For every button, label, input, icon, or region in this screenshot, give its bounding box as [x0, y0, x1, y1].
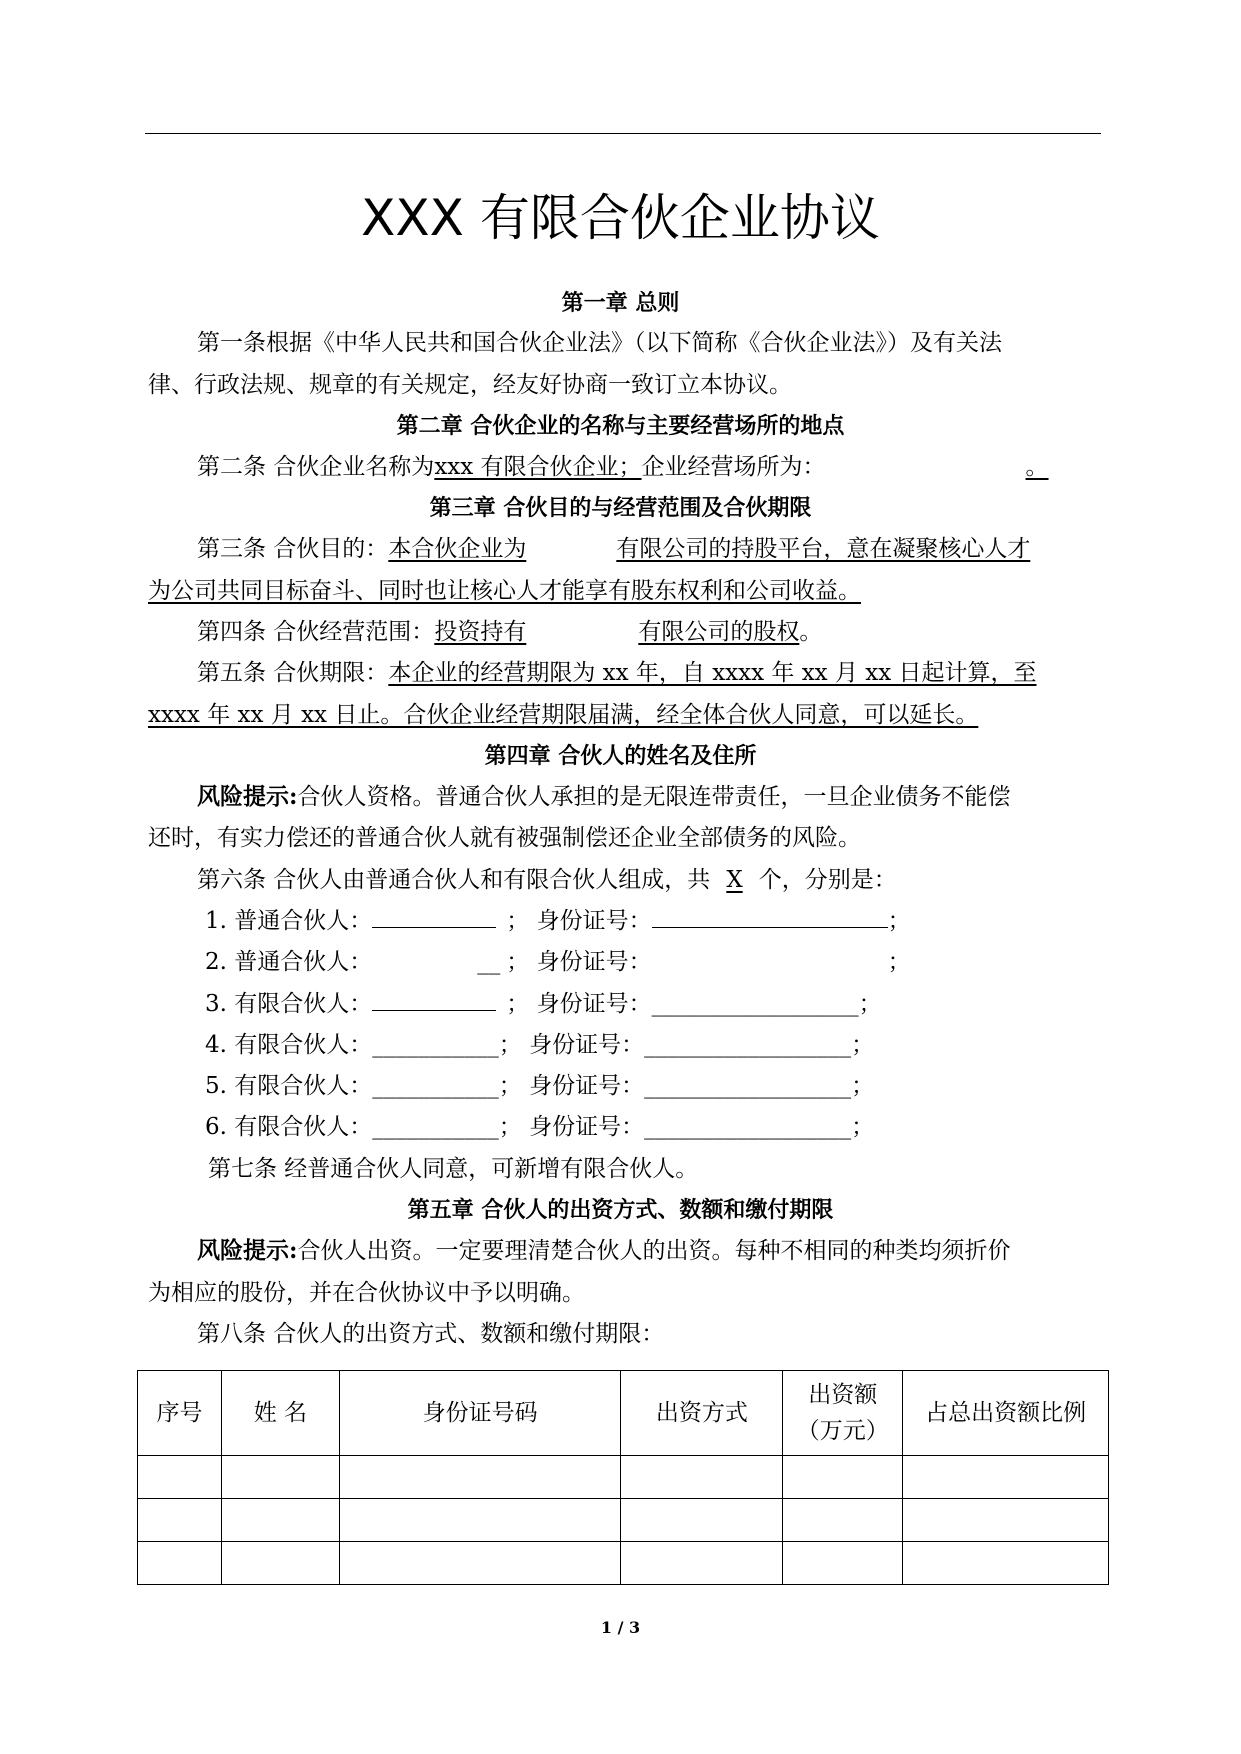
risk-notice-2-line-1: 风险提示:合伙人出资。一定要理清楚合伙人的出资。每种不相同的种类均须折价 [197, 1237, 1011, 1264]
table-cell[interactable] [138, 1456, 222, 1499]
article-8: 第八条 合伙人的出资方式、数额和缴付期限： [197, 1321, 665, 1347]
article-3-prefix: 第三条 合伙目的： [197, 536, 389, 562]
article-5-line-1 [197, 657, 1037, 689]
article-3-line-2: 为公司共同目标奋斗、同时也让核心人才能享有股东权利和公司收益。 [148, 578, 861, 604]
table-cell[interactable] [621, 1542, 783, 1585]
article-2-prefix: 第二条 合伙企业名称为 [197, 454, 435, 480]
risk-notice-label: 风险提示: [197, 1237, 298, 1264]
chapter-4-heading: 第四章 合伙人的姓名及住所 [484, 743, 757, 769]
table-cell[interactable] [138, 1542, 222, 1585]
partner-row-1: 1. 普通合伙人： ； 身份证号： ； [205, 905, 911, 937]
chapter-2-heading: 第二章 合伙企业的名称与主要经营场所的地点 [396, 413, 845, 439]
partner-row-6: 6. 有限合伙人：___________； 身份证号：__________________； [205, 1114, 875, 1140]
partner-row-4: 4. 有限合伙人：___________； 身份证号：__________________； [205, 1032, 875, 1058]
table-cell[interactable] [221, 1542, 339, 1585]
table-cell[interactable] [621, 1499, 783, 1542]
article-1-line-2: 律、行政法规、规章的有关规定，经友好协商一致订立本协议。 [148, 372, 792, 398]
table-cell[interactable] [339, 1499, 621, 1542]
article-2-mid: 企业经营场所为： [641, 454, 826, 480]
article-4-scope: 投资持有 有限公司的股权 [434, 619, 800, 645]
table-cell[interactable] [221, 1499, 339, 1542]
table-cell[interactable] [339, 1456, 621, 1499]
article-5-term: 本企业的经营期限为 xx 年，自 xxxx 年 xx 月 xx 日起计算，至 [388, 660, 1037, 686]
partner-4-id-field[interactable]: __________________ [644, 1032, 852, 1058]
partner-3-id-field[interactable]: __________________ [651, 991, 859, 1017]
partnership-name: xxx 有限合伙企业； [434, 454, 642, 480]
header-rule [145, 133, 1101, 134]
table-cell[interactable] [221, 1456, 339, 1499]
partner-1-id-field[interactable] [652, 905, 888, 928]
contribution-table [137, 1370, 1109, 1585]
article-6: 第六条 合伙人由普通合伙人和有限合伙人组成，共 X 个，分别是： [197, 867, 897, 893]
table-cell[interactable] [138, 1499, 222, 1542]
risk-notice-1-line-2: 还时，有实力偿还的普通合伙人就有被强制偿还企业全部债务的风险。 [148, 825, 861, 851]
document-title: XXX 有限合伙企业协议 [361, 189, 880, 247]
col-header-id-number: 身份证号码 [339, 1371, 621, 1456]
chapter-3-heading: 第三章 合伙目的与经营范围及合伙期限 [429, 495, 812, 521]
chapter-5-heading: 第五章 合伙人的出资方式、数额和缴付期限 [407, 1197, 834, 1223]
partner-4-name-field[interactable]: ___________ [372, 1032, 499, 1058]
partner-6-id-field[interactable]: __________________ [644, 1114, 852, 1140]
partner-row-2: 2. 普通合伙人： __ ； 身份证号： ； [205, 949, 911, 975]
table-row [138, 1499, 1109, 1542]
partner-5-name-field[interactable]: ___________ [372, 1073, 499, 1099]
table-cell[interactable] [339, 1542, 621, 1585]
article-5-line-2: xxxx 年 xx 月 xx 日止。合伙企业经营期限届满，经全体合伙人同意，可以延长。 [148, 702, 979, 728]
article-3-purpose: 本合伙企业为 有限公司的持股平台，意在凝聚核心人才 [388, 536, 1031, 562]
risk-notice-1-line-1: 风险提示:合伙人资格。普通合伙人承担的是无限连带责任，一旦企业债务不能偿 [197, 783, 1011, 810]
article-1-line-1: 第一条根据《中华人民共和国合伙企业法》（以下简称《合伙企业法》）及有关法 [197, 330, 1002, 356]
col-header-index: 序号 [138, 1371, 222, 1456]
table-cell[interactable] [903, 1456, 1109, 1499]
partner-row-5: 5. 有限合伙人：___________； 身份证号：__________________； [205, 1073, 875, 1099]
partner-3-name-field[interactable] [372, 988, 496, 1011]
partner-6-name-field[interactable]: ___________ [372, 1114, 499, 1140]
article-2 [197, 451, 1065, 483]
table-cell[interactable] [783, 1542, 903, 1585]
article-4: 第四条 合伙经营范围：投资持有 有限公司的股权。 [197, 619, 823, 645]
business-address-blank: 。 [1025, 454, 1049, 480]
table-cell[interactable] [903, 1499, 1109, 1542]
table-row [138, 1542, 1109, 1585]
page-number: 1 / 3 [600, 1618, 641, 1637]
col-header-amount: 出资额 （万元） [783, 1371, 903, 1456]
table-cell[interactable] [783, 1499, 903, 1542]
partner-row-3: 3. 有限合伙人： ； 身份证号：__________________； [205, 988, 882, 1020]
partner-count: X [726, 867, 743, 893]
partner-2-name-field[interactable]: __ [477, 949, 501, 975]
table-row [138, 1456, 1109, 1499]
risk-notice-label: 风险提示: [197, 783, 298, 810]
table-cell[interactable] [783, 1456, 903, 1499]
col-header-method: 出资方式 [621, 1371, 783, 1456]
table-cell[interactable] [903, 1542, 1109, 1585]
partner-1-name-field[interactable] [372, 905, 496, 928]
table-header-row [138, 1371, 1109, 1456]
partner-5-id-field[interactable]: __________________ [644, 1073, 852, 1099]
chapter-1-heading: 第一章 总则 [561, 290, 680, 316]
risk-notice-2-line-2: 为相应的股份，并在合伙协议中予以明确。 [148, 1280, 585, 1306]
col-header-name: 姓 名 [221, 1371, 339, 1456]
article-3-line-1 [197, 533, 1030, 565]
article-5-prefix: 第五条 合伙期限： [197, 660, 389, 686]
col-header-ratio: 占总出资额比例 [903, 1371, 1109, 1456]
article-7: 第七条 经普通合伙人同意，可新增有限合伙人。 [208, 1156, 699, 1182]
table-cell[interactable] [621, 1456, 783, 1499]
